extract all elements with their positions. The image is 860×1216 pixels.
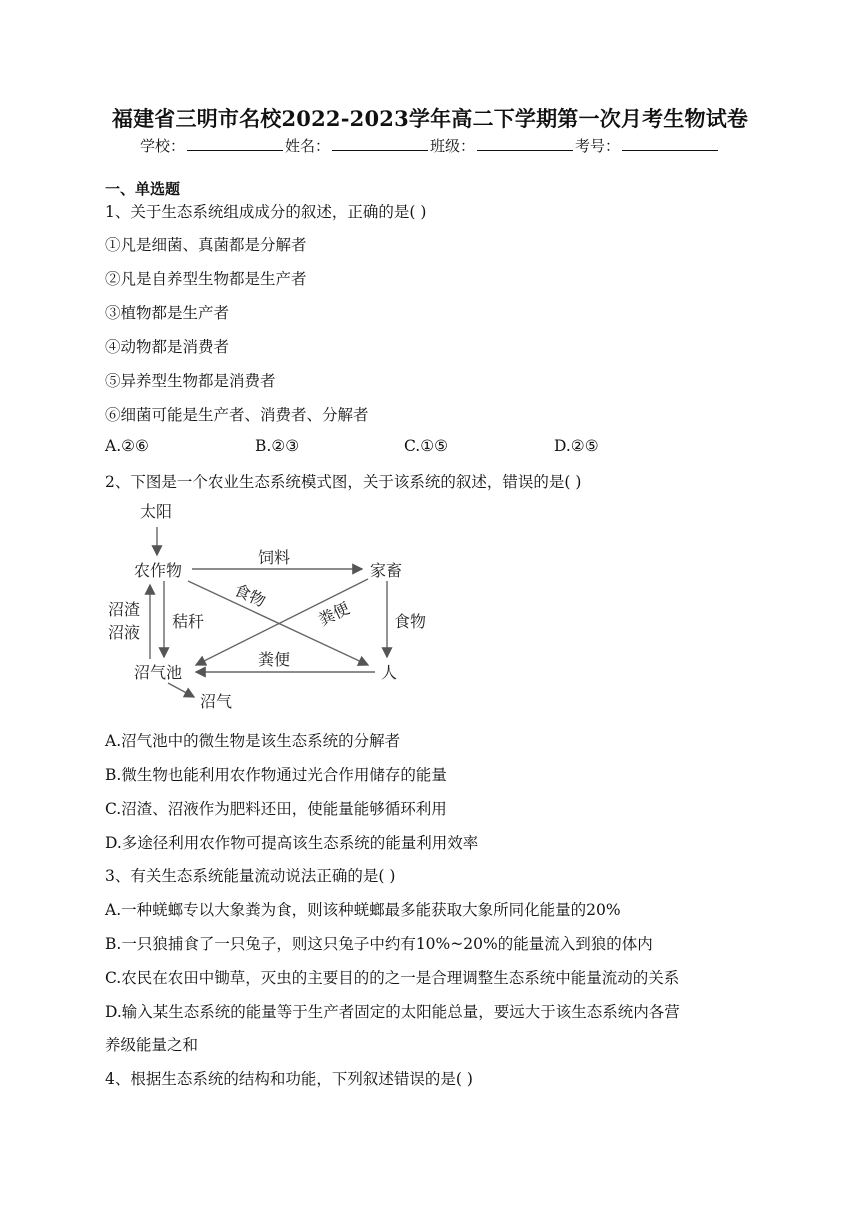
label-manure-diagonal: 粪便 [315, 598, 353, 630]
node-livestock: 家畜 [370, 561, 403, 580]
q3-option-b: B.一只狼捕食了一只兔子，则这只兔子中约有10%~20%的能量流入到狼的体内 [105, 935, 653, 953]
q1-option-d: D.②⑤ [554, 437, 599, 455]
school-label: 学校： [139, 137, 185, 155]
node-crops: 农作物 [134, 561, 183, 580]
exam-no-blank [622, 136, 718, 151]
q3-option-a: A.一种蜣螂专以大象粪为食，则该种蜣螂最多能获取大象所同化能量的20% [105, 901, 621, 919]
q1-option-a: A.②⑥ [105, 437, 149, 455]
exam-no-label: 考号： [575, 137, 621, 155]
name-label: 姓名： [284, 137, 330, 155]
question-2-stem: 2、下图是一个农业生态系统模式图，关于该系统的叙述，错误的是( ) [105, 473, 582, 491]
label-food-right: 食物 [394, 612, 427, 631]
label-residue: 沼渣 [108, 600, 141, 619]
label-straw: 秸秆 [172, 612, 205, 631]
q2-option-b: B.微生物也能利用农作物通过光合作用储存的能量 [105, 766, 447, 784]
q2-option-a: A.沼气池中的微生物是该生态系统的分解者 [105, 732, 401, 750]
student-info-fields [0, 135, 860, 156]
label-food-diagonal: 食物 [231, 580, 269, 611]
q1-statement: ⑤异养型生物都是消费者 [105, 372, 276, 390]
label-biogas: 沼气 [200, 692, 233, 711]
node-biogas-pool: 沼气池 [134, 663, 183, 682]
label-liquid: 沼液 [108, 623, 141, 642]
class-blank [477, 136, 573, 151]
node-sun: 太阳 [140, 502, 173, 521]
q1-statement: ①凡是细菌、真菌都是分解者 [105, 236, 307, 254]
question-3-stem: 3、有关生态系统能量流动说法正确的是( ) [105, 867, 396, 885]
node-human: 人 [381, 663, 398, 682]
q1-statement: ④动物都是消费者 [105, 338, 230, 356]
label-feed: 饲料 [258, 548, 291, 567]
arrow-biogas [168, 683, 194, 697]
question-1-stem: 1、关于生态系统组成成分的叙述，正确的是( ) [105, 203, 427, 221]
q1-option-c: C.①⑤ [404, 437, 449, 455]
q1-statement: ⑥细菌可能是生产者、消费者、分解者 [105, 406, 369, 424]
q2-option-d: D.多途径利用农作物可提高该生态系统的能量利用效率 [105, 834, 479, 852]
question-4-stem: 4、根据生态系统的结构和功能，下列叙述错误的是( ) [105, 1070, 473, 1088]
agro-ecosystem-diagram [100, 497, 440, 719]
class-label: 班级： [430, 137, 476, 155]
q1-option-b: B.②③ [255, 437, 300, 455]
q3-option-d: D.输入某生态系统的能量等于生产者固定的太阳能总量，要远大于该生态系统内各营 [105, 1003, 680, 1021]
label-manure-bottom: 粪便 [258, 650, 291, 669]
name-blank [332, 136, 428, 151]
school-blank [187, 136, 283, 151]
q1-statement: ③植物都是生产者 [105, 304, 230, 322]
q3-option-c: C.农民在农田中锄草，灭虫的主要目的的之一是合理调整生态系统中能量流动的关系 [105, 969, 680, 987]
page-title: 福建省三明市名校2022-2023学年高二下学期第一次月考生物试卷 [111, 106, 749, 131]
q2-option-c: C.沼渣、沼液作为肥料还田，使能量能够循环利用 [105, 800, 447, 818]
section-heading: 一、单选题 [105, 180, 181, 198]
q3-option-d-continued: 养级能量之和 [105, 1036, 199, 1054]
q1-statement: ②凡是自养型生物都是生产者 [105, 270, 307, 288]
